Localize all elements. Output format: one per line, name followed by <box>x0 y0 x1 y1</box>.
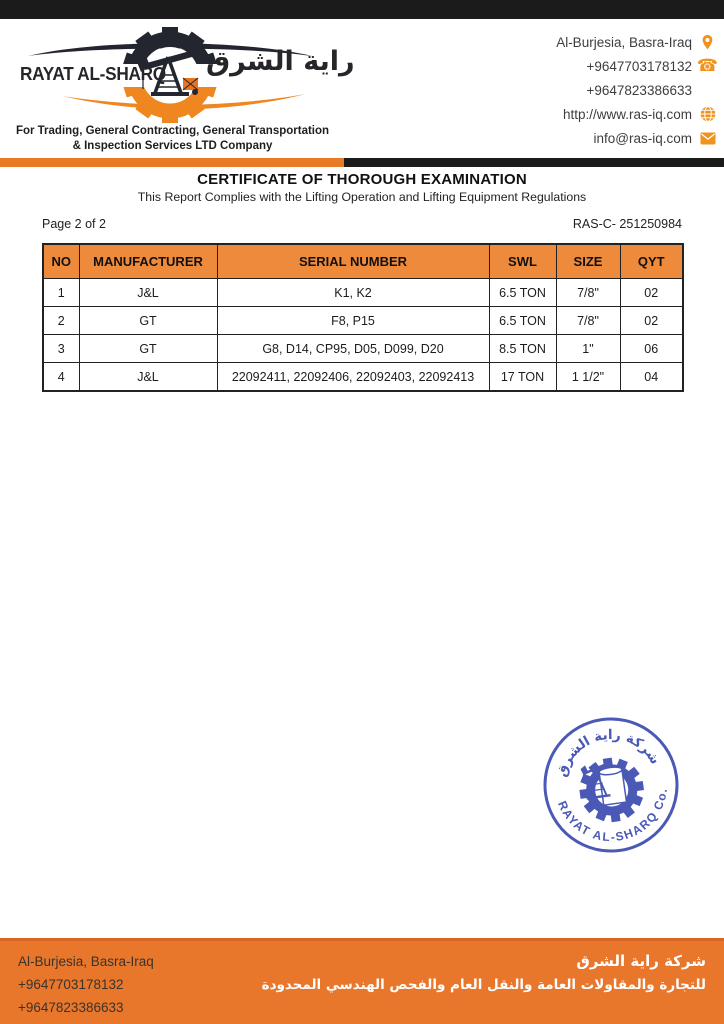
table-header <box>43 244 683 279</box>
telephone-icon: ☎ <box>696 55 719 76</box>
table-cell: 4 <box>43 363 79 392</box>
header-divider <box>0 158 724 167</box>
brand-name-arabic: راية الشرق <box>206 46 355 77</box>
stamp-arabic-text: شركة راية الشرق <box>553 726 664 779</box>
contact-email: info@ras-iq.com <box>593 130 692 146</box>
table-cell: 6.5 TON <box>489 307 556 335</box>
table-cell: GT <box>79 335 217 363</box>
table-cell: 1" <box>556 335 620 363</box>
brand-name-english: RAYAT AL-SHARQ <box>20 63 166 84</box>
table-cell: J&L <box>79 363 217 392</box>
table-cell: J&L <box>79 279 217 307</box>
envelope-icon <box>699 130 716 147</box>
equipment-table <box>42 243 684 392</box>
tagline-line2: & Inspection Services LTD Company <box>72 139 273 152</box>
footer-company-block <box>262 949 706 997</box>
table-row <box>43 279 683 307</box>
page-number-label: Page 2 of 2 <box>42 217 106 231</box>
table-cell: GT <box>79 307 217 335</box>
header-cell-manufacturer: MANUFACTURER <box>79 244 217 279</box>
footer-phone2: +9647823386633 <box>18 1000 124 1015</box>
contact-website-row <box>556 102 716 126</box>
document-title: CERTIFICATE OF THOROUGH EXAMINATION <box>197 171 527 188</box>
table-cell: 1 1/2" <box>556 363 620 392</box>
table-cell: 7/8" <box>556 279 620 307</box>
table-cell: G8, D14, CP95, D05, D099, D20 <box>217 335 489 363</box>
footer-company-description-arabic: للتجارة والمقاولات العامة والنقل العام والفحص الهندسي المحدودة <box>261 977 706 993</box>
table-cell: 6.5 TON <box>489 279 556 307</box>
header-cell-swl: SWL <box>489 244 556 279</box>
stamp-english-text: RAYAT AL-SHARQ Co. <box>555 786 670 845</box>
document-subtitle: This Report Complies with the Lifting Operation and Lifting Equipment Regulations <box>137 190 587 204</box>
table-cell: 04 <box>620 363 683 392</box>
tagline-line1: For Trading, General Contracting, General Transportation <box>15 125 330 137</box>
table-row <box>43 307 683 335</box>
contact-phone2: +9647823386633 <box>586 82 692 98</box>
table-header-row <box>43 244 683 279</box>
contact-email-row <box>556 126 716 150</box>
company-tagline <box>5 124 340 153</box>
table-cell: 1 <box>43 279 79 307</box>
reference-number: RAS-C- 251250984 <box>572 217 682 231</box>
company-stamp <box>531 705 691 865</box>
header-contact-block <box>556 30 719 150</box>
footer-contact-block <box>18 950 154 1019</box>
footer-phone1: +9647703178132 <box>18 977 124 992</box>
page-footer <box>0 938 724 1024</box>
table-cell: F8, P15 <box>217 307 489 335</box>
contact-phone2-row <box>556 78 716 102</box>
header-cell-no: NO <box>43 244 79 279</box>
header-cell-size: SIZE <box>556 244 620 279</box>
footer-company-name-arabic: شركة راية الشرق <box>576 952 706 970</box>
table-cell: K1, K2 <box>217 279 489 307</box>
location-pin-icon <box>699 34 716 51</box>
table-body <box>43 279 683 392</box>
table-cell: 06 <box>620 335 683 363</box>
contact-website: http://www.ras-iq.com <box>562 106 692 122</box>
table-cell: 02 <box>620 279 683 307</box>
table-cell: 8.5 TON <box>489 335 556 363</box>
contact-address-row <box>556 30 716 54</box>
contact-phone1: +9647703178132 <box>586 58 692 74</box>
divider-orange-segment <box>0 158 344 167</box>
icon-spacer <box>699 82 716 99</box>
globe-icon <box>699 106 716 123</box>
contact-phone1-row <box>556 54 719 78</box>
table-cell: 02 <box>620 307 683 335</box>
table-cell: 22092411, 22092406, 22092403, 22092413 <box>217 363 489 392</box>
table-row <box>43 363 683 392</box>
top-black-bar <box>0 0 724 19</box>
table-cell: 2 <box>43 307 79 335</box>
divider-black-segment <box>344 158 724 167</box>
table-cell: 7/8" <box>556 307 620 335</box>
table-row <box>43 335 683 363</box>
table-cell: 17 TON <box>489 363 556 392</box>
footer-address: Al-Burjesia, Basra-Iraq <box>18 954 154 969</box>
header-cell-serial-number: SERIAL NUMBER <box>217 244 489 279</box>
contact-address: Al-Burjesia, Basra-Iraq <box>556 34 692 50</box>
table-cell: 3 <box>43 335 79 363</box>
header-cell-qyt: QYT <box>620 244 683 279</box>
